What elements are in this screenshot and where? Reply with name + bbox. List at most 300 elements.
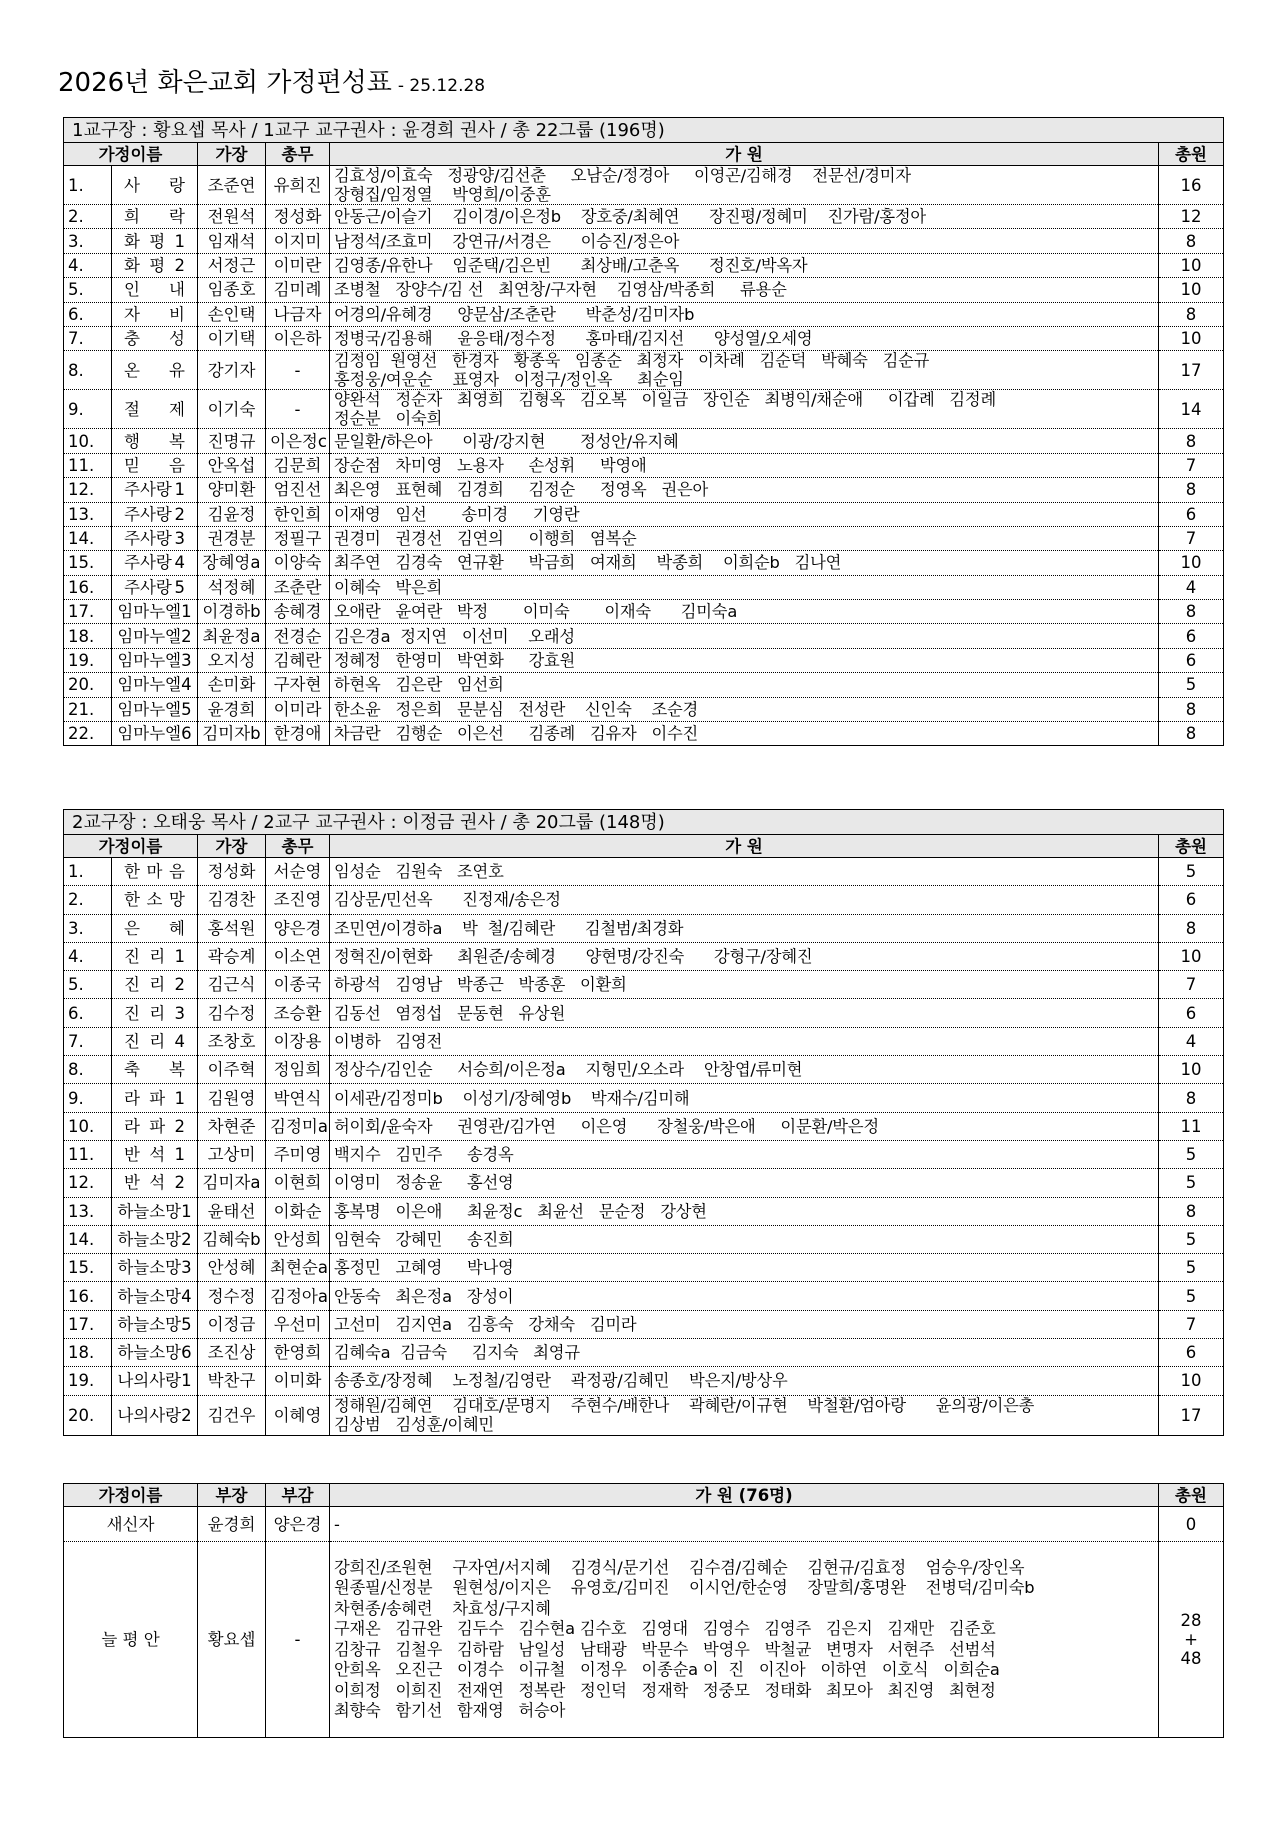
family-name-part: 주사랑: [124, 480, 172, 500]
family-head: 손인택: [198, 302, 266, 326]
family-head: 임재석: [198, 229, 266, 253]
row-number: 18.: [64, 624, 112, 648]
family-total: 8: [1159, 302, 1224, 326]
family-members: 홍복명 이은애 최윤정c 최윤선 문순정 강상현: [330, 1197, 1159, 1225]
family-name: [112, 229, 198, 253]
family-secretary: 이지미: [266, 229, 330, 253]
family-secretary: 김정미a: [266, 1112, 330, 1140]
family-total: 10: [1159, 1367, 1224, 1395]
family-members: 양완석 정순자 최영희 김형옥 김오복 이일금 장인순 최병익/채순애 이갑례 김정례 정순분 이숙희: [330, 390, 1159, 429]
family-name: [112, 1310, 198, 1338]
header-members: 가 원 (76명): [330, 1484, 1159, 1507]
family-total: 7: [1159, 453, 1224, 477]
family-total: 5: [1159, 1225, 1224, 1253]
family-name-label: [116, 862, 193, 881]
family-name-part: 유: [169, 360, 185, 380]
table-row: [64, 1140, 1224, 1168]
family-secretary: 양은경: [266, 914, 330, 942]
row-number: 7.: [64, 326, 112, 350]
family-deputy: -: [266, 1542, 330, 1738]
district1-caption: 1교구장 : 황요셉 목사 / 1교구 교구권사 : 윤경희 권사 / 총 22그룹 (196명): [64, 118, 1224, 143]
table-row: [64, 1056, 1224, 1084]
family-head: 조진상: [198, 1339, 266, 1367]
family-secretary: 김미례: [266, 278, 330, 302]
row-number: 15.: [64, 1254, 112, 1282]
family-name-part: 리: [149, 975, 166, 995]
family-members: 어경의/유혜경 양문삼/조춘란 박춘성/김미자b: [330, 302, 1159, 326]
family-name-label: [116, 400, 193, 419]
family-name-label: 임마누엘6: [117, 724, 192, 744]
family-secretary: 박연식: [266, 1084, 330, 1112]
total-plus: +: [1184, 1630, 1198, 1649]
family-members: 이영미 정송윤 홍선영: [330, 1169, 1159, 1197]
family-name-label: [116, 280, 193, 299]
family-name: 새신자: [64, 1507, 198, 1542]
row-number: 10.: [64, 429, 112, 453]
family-head: 정수정: [198, 1282, 266, 1310]
table-row: [64, 648, 1224, 672]
family-members: 남정석/조효미 강연규/서경은 이승진/정은아: [330, 229, 1159, 253]
family-head: 석정혜: [198, 575, 266, 599]
family-total: 5: [1159, 673, 1224, 697]
family-name: [112, 600, 198, 624]
table-row: [64, 971, 1224, 999]
family-secretary: 김문희: [266, 453, 330, 477]
title-text: 2026년 화은교회 가정편성표: [58, 68, 392, 98]
table-row: [64, 229, 1224, 253]
row-number: 18.: [64, 1339, 112, 1367]
family-name-label: [116, 890, 193, 909]
family-head: 장혜영a: [198, 551, 266, 575]
family-members: 이세관/김정미b 이성기/장혜영b 박재수/김미해: [330, 1084, 1159, 1112]
family-head: 김수정: [198, 999, 266, 1027]
family-members: 정병국/김용해 윤응태/정수정 홍마태/김지선 양성열/오세영: [330, 326, 1159, 350]
family-secretary: 엄진선: [266, 478, 330, 502]
family-head: 최윤정a: [198, 624, 266, 648]
family-name-part: 진: [124, 1031, 140, 1051]
family-members: 차금란 김행순 이은선 김종례 김유자 이수진: [330, 722, 1159, 746]
family-name-part: 1: [174, 1145, 185, 1165]
family-name-part: 망: [169, 890, 185, 910]
family-members: 안동숙 최은정a 장성이: [330, 1282, 1159, 1310]
family-head: 서정근: [198, 253, 266, 277]
family-total: 6: [1159, 999, 1224, 1027]
family-name-label: 하늘소망3: [117, 1258, 192, 1278]
family-name-label: [116, 432, 193, 451]
family-name-part: 한: [124, 890, 140, 910]
family-members: 조민연/이경하a 박 철/김혜란 김철범/최경화: [330, 914, 1159, 942]
family-total: 4: [1159, 575, 1224, 599]
family-name-label: [116, 1173, 193, 1192]
family-name: [112, 1112, 198, 1140]
family-name-label: [116, 256, 193, 275]
district2-table: [63, 809, 1224, 1436]
family-name-part: 리: [149, 1031, 166, 1051]
table-row: [64, 1027, 1224, 1055]
row-number: 7.: [64, 1027, 112, 1055]
family-secretary: 이화순: [266, 1197, 330, 1225]
family-members: 이혜숙 박은희: [330, 575, 1159, 599]
row-number: 11.: [64, 453, 112, 477]
table-row: [64, 453, 1224, 477]
family-members: 오애란 윤여란 박정 이미숙 이재숙 김미숙a: [330, 600, 1159, 624]
family-name: [112, 166, 198, 205]
family-total: 10: [1159, 942, 1224, 970]
family-name-part: 행: [124, 431, 140, 451]
family-name-part: 3: [174, 529, 185, 549]
family-members: 권경미 권경선 김연의 이행희 염복순: [330, 526, 1159, 550]
family-name-part: 3: [174, 1003, 185, 1023]
family-head: 진명규: [198, 429, 266, 453]
family-head: 이주혁: [198, 1056, 266, 1084]
row-number: 15.: [64, 551, 112, 575]
family-name-part: 주사랑: [124, 529, 172, 549]
family-secretary: 나금자: [266, 302, 330, 326]
family-name-label: [116, 329, 193, 348]
family-name-part: 파: [149, 1116, 166, 1136]
row-number: 8.: [64, 1056, 112, 1084]
header-head: 가장: [198, 143, 266, 166]
table-row: [64, 278, 1224, 302]
row-number: 3.: [64, 229, 112, 253]
family-total: 11: [1159, 1112, 1224, 1140]
title-date: - 25.12.28: [397, 76, 486, 96]
family-head: 손미화: [198, 673, 266, 697]
family-head: 김미자b: [198, 722, 266, 746]
family-name: [112, 326, 198, 350]
family-name: [112, 1027, 198, 1055]
district2-caption: 2교구장 : 오태웅 목사 / 2교구 교구권사 : 이정금 권사 / 총 20그룹 (148명): [64, 810, 1224, 835]
family-secretary: 정필구: [266, 526, 330, 550]
row-number: 13.: [64, 1197, 112, 1225]
family-name-part: 리: [149, 947, 166, 967]
family-name-label: [116, 480, 193, 499]
family-head: 오지성: [198, 648, 266, 672]
row-number: 6.: [64, 302, 112, 326]
family-secretary: 구자현: [266, 673, 330, 697]
family-name-part: 희: [124, 207, 140, 227]
family-head: 안옥섭: [198, 453, 266, 477]
family-name-part: 한: [124, 862, 140, 882]
row-number: 16.: [64, 1282, 112, 1310]
family-name-part: 주사랑: [124, 504, 172, 524]
table-row: [64, 1254, 1224, 1282]
family-total: 14: [1159, 390, 1224, 429]
family-members: 최주연 김경숙 연규환 박금희 여재희 박종희 이희순b 김나연: [330, 551, 1159, 575]
row-number: 16.: [64, 575, 112, 599]
table-row: [64, 302, 1224, 326]
family-head: 조창호: [198, 1027, 266, 1055]
family-name-label: 임마누엘3: [117, 651, 192, 671]
table-row: [64, 390, 1224, 429]
table-row: [64, 1112, 1224, 1140]
family-total: 6: [1159, 502, 1224, 526]
family-name: [112, 453, 198, 477]
row-number: 17.: [64, 1310, 112, 1338]
family-head: 윤경희: [198, 697, 266, 721]
header-members: 가 원: [330, 835, 1159, 858]
table-row: [64, 600, 1224, 624]
family-head: 곽승계: [198, 942, 266, 970]
family-name-part: 4: [174, 1031, 185, 1051]
family-total: 5: [1159, 1254, 1224, 1282]
family-name: [112, 205, 198, 229]
row-number: 6.: [64, 999, 112, 1027]
family-name: [112, 722, 198, 746]
family-members: 안동근/이슬기 김이경/이은정b 장호중/최혜연 장진평/정혜미 진가람/홍정아: [330, 205, 1159, 229]
family-members: 김은경a 정지연 이선미 오래성: [330, 624, 1159, 648]
table-row: [64, 166, 1224, 205]
family-total: 5: [1159, 1140, 1224, 1168]
family-name-part: 복: [169, 431, 185, 451]
family-head: 김경찬: [198, 886, 266, 914]
family-head: 이기숙: [198, 390, 266, 429]
family-head: 양미환: [198, 478, 266, 502]
family-members: 임성순 김원숙 조연호: [330, 858, 1159, 886]
table-row: [64, 1507, 1224, 1542]
family-members: 문일환/하은아 이광/강지현 정성안/유지혜: [330, 429, 1159, 453]
family-head: 강기자: [198, 351, 266, 390]
family-members: 송종호/장정혜 노정철/김영란 곽정광/김혜민 박은지/방상우: [330, 1367, 1159, 1395]
family-name-label: [116, 207, 193, 226]
family-members: 하광석 김영남 박종근 박종훈 이환희: [330, 971, 1159, 999]
family-name-part: 자: [124, 304, 140, 324]
family-name-label: 하늘소망1: [117, 1201, 192, 1221]
family-secretary: 이미라: [266, 697, 330, 721]
family-secretary: 한인희: [266, 502, 330, 526]
table-row: [64, 1367, 1224, 1395]
table-row: [64, 886, 1224, 914]
family-total: 8: [1159, 1084, 1224, 1112]
family-head: 조준연: [198, 166, 266, 205]
family-name-part: 라: [124, 1088, 140, 1108]
family-name-part: 인: [124, 280, 140, 300]
family-name: [112, 390, 198, 429]
family-name-part: 파: [149, 1088, 166, 1108]
family-name-label: [116, 578, 193, 597]
family-name-part: 2: [174, 1116, 185, 1136]
family-name: [112, 886, 198, 914]
family-name: [112, 1225, 198, 1253]
family-name: 늘 평 안: [64, 1542, 198, 1738]
row-number: 9.: [64, 1084, 112, 1112]
family-secretary: 전경순: [266, 624, 330, 648]
header-members: 가 원: [330, 143, 1159, 166]
family-name: [112, 1197, 198, 1225]
family-head: 박찬구: [198, 1367, 266, 1395]
family-name-label: 나의사랑1: [117, 1371, 192, 1391]
family-name-label: [116, 1032, 193, 1051]
family-name: [112, 697, 198, 721]
table-row: [64, 858, 1224, 886]
row-number: 4.: [64, 942, 112, 970]
family-total: 7: [1159, 526, 1224, 550]
family-members: 이병하 김영전: [330, 1027, 1159, 1055]
family-members: 정혜정 한영미 박연화 강효원: [330, 648, 1159, 672]
row-number: 10.: [64, 1112, 112, 1140]
row-number: 21.: [64, 697, 112, 721]
family-name-label: [116, 305, 193, 324]
family-members: 허이회/윤숙자 권영관/김가연 이은영 장철웅/박은애 이문환/박은정: [330, 1112, 1159, 1140]
family-members: 백지수 김민주 송경옥: [330, 1140, 1159, 1168]
family-name-part: 음: [169, 862, 185, 882]
family-secretary: 이장용: [266, 1027, 330, 1055]
family-name: [112, 551, 198, 575]
family-name-part: 5: [174, 577, 185, 597]
family-name: [112, 1282, 198, 1310]
family-name-part: 내: [169, 280, 185, 300]
table-row: [64, 502, 1224, 526]
family-head: 이정금: [198, 1310, 266, 1338]
family-head: 이기택: [198, 326, 266, 350]
row-number: 1.: [64, 858, 112, 886]
family-total: 4: [1159, 1027, 1224, 1055]
family-total: 7: [1159, 1310, 1224, 1338]
family-name-label: [116, 456, 193, 475]
family-leader: 윤경희: [198, 1507, 266, 1542]
family-secretary: 우선미: [266, 1310, 330, 1338]
family-name-part: 믿: [124, 455, 140, 475]
family-total: 17: [1159, 351, 1224, 390]
family-secretary: 이미화: [266, 1367, 330, 1395]
family-secretary: 이소연: [266, 942, 330, 970]
family-name-label: 하늘소망4: [117, 1286, 192, 1306]
family-head: 김혜숙b: [198, 1225, 266, 1253]
family-secretary: 최현순a: [266, 1254, 330, 1282]
row-number: 19.: [64, 648, 112, 672]
family-secretary: 김정아a: [266, 1282, 330, 1310]
family-name: [112, 1169, 198, 1197]
family-secretary: 안성희: [266, 1225, 330, 1253]
family-total: 10: [1159, 253, 1224, 277]
family-total: 8: [1159, 478, 1224, 502]
family-secretary: 이혜영: [266, 1395, 330, 1435]
family-name-label: 임마누엘4: [117, 675, 192, 695]
family-name: [112, 624, 198, 648]
table-row: [64, 1225, 1224, 1253]
family-total: 10: [1159, 551, 1224, 575]
row-number: 3.: [64, 914, 112, 942]
family-members: 장순점 차미영 노용자 손성휘 박영애: [330, 453, 1159, 477]
family-total: 8: [1159, 1197, 1224, 1225]
family-name-part: 1: [174, 480, 185, 500]
family-name-part: 화: [124, 255, 140, 275]
family-name-label: [116, 947, 193, 966]
family-total: 8: [1159, 429, 1224, 453]
family-secretary: 한경애: [266, 722, 330, 746]
family-head: 임종호: [198, 278, 266, 302]
family-total: 5: [1159, 1169, 1224, 1197]
header-total: 총원: [1159, 143, 1224, 166]
family-name-part: 리: [149, 1003, 166, 1023]
header-secretary: 총무: [266, 835, 330, 858]
family-secretary: 송혜경: [266, 600, 330, 624]
family-members: 최은영 표현혜 김경희 김정순 정영옥 권은아: [330, 478, 1159, 502]
family-name: [112, 1367, 198, 1395]
family-total: 8: [1159, 229, 1224, 253]
family-total: 6: [1159, 1339, 1224, 1367]
family-total: 10: [1159, 278, 1224, 302]
family-members: 강희진/조원현 구자연/서지혜 김경식/문기선 김수겸/김혜순 김현규/김효정 엄승우/장인옥 원종필/신정분 원현성/이지은 유영호/김미진 이시언/한순영 장말희/홍명완 전병덕/김미숙b 차현종/송혜련 차효성/구지혜 구재온 김규완 김두수 김수현a 김수호 김영대 김영수 김영주 김은지 김재만 김준호 김창규 김철우 김하람 남일성 남태광 박문수 박영우 박철균 변명자 서현주 선범석 안희옥 오진근 이경수 이규철 이정우 이종순a 이 진 이진아 이하연 이호식 이희순a 이희정 이희진 전재연 정복란 정인덕 정재학 정중모 정태화 최모아 최진영 최현정 최향숙 함기선 함재영 허승아: [330, 1542, 1159, 1738]
table-row: [64, 999, 1224, 1027]
table-row: [64, 1169, 1224, 1197]
family-members: 김상문/민선옥 진정재/송은정: [330, 886, 1159, 914]
family-members: 김효성/이효숙 정광양/김선춘 오남순/정경아 이영곤/김해경 전문선/경미자 장형집/임정열 박영희/이중훈: [330, 166, 1159, 205]
header-total: 총원: [1159, 835, 1224, 858]
family-total: 12: [1159, 205, 1224, 229]
document-title: [58, 62, 485, 99]
family-name-part: 석: [149, 1145, 166, 1165]
family-head: 차현준: [198, 1112, 266, 1140]
family-name-label: 임마누엘2: [117, 626, 192, 646]
family-total: 10: [1159, 1056, 1224, 1084]
family-members: 김혜숙a 김금숙 김지숙 최영규: [330, 1339, 1159, 1367]
family-name: [112, 1339, 198, 1367]
family-name-label: [116, 361, 193, 380]
family-secretary: 이양숙: [266, 551, 330, 575]
family-name: [112, 648, 198, 672]
table-row: [64, 253, 1224, 277]
table-row: [64, 351, 1224, 390]
table-row: [64, 722, 1224, 746]
family-name-label: [116, 1004, 193, 1023]
family-leader: 황요셉: [198, 1542, 266, 1738]
family-name-part: 음: [169, 455, 185, 475]
table-row: [64, 326, 1224, 350]
family-total: 6: [1159, 886, 1224, 914]
family-name-label: [116, 1089, 193, 1108]
family-name-part: 1: [174, 231, 185, 251]
family-name-part: 평: [149, 231, 166, 251]
family-name: [112, 1084, 198, 1112]
header-deputy: 부감: [266, 1484, 330, 1507]
family-secretary: 조진영: [266, 886, 330, 914]
family-name-label: [116, 975, 193, 994]
family-name: [112, 253, 198, 277]
family-head: 김미자a: [198, 1169, 266, 1197]
family-name-part: 진: [124, 947, 140, 967]
district1-table: [63, 117, 1224, 746]
family-members: -: [330, 1507, 1159, 1542]
row-number: 5.: [64, 971, 112, 999]
family-name-part: 비: [169, 304, 185, 324]
header-leader: 부장: [198, 1484, 266, 1507]
family-total: 7: [1159, 971, 1224, 999]
family-secretary: 주미영: [266, 1140, 330, 1168]
row-number: 12.: [64, 1169, 112, 1197]
family-name-label: [116, 529, 193, 548]
row-number: 14.: [64, 1225, 112, 1253]
family-total: [1159, 1542, 1224, 1738]
family-secretary: -: [266, 351, 330, 390]
table-row: [64, 1339, 1224, 1367]
row-number: 14.: [64, 526, 112, 550]
family-total: 8: [1159, 722, 1224, 746]
family-total: 6: [1159, 624, 1224, 648]
family-total: 8: [1159, 600, 1224, 624]
family-secretary: 서순영: [266, 858, 330, 886]
header-total: 총원: [1159, 1484, 1224, 1507]
family-name-part: 1: [174, 1088, 185, 1108]
family-name-label: [116, 1117, 193, 1136]
table-row: [64, 1395, 1224, 1435]
table-row: [64, 942, 1224, 970]
family-name: [112, 673, 198, 697]
family-name-part: 주사랑: [124, 577, 172, 597]
family-total: 8: [1159, 697, 1224, 721]
family-name-label: 임마누엘1: [117, 602, 192, 622]
family-total: 6: [1159, 648, 1224, 672]
